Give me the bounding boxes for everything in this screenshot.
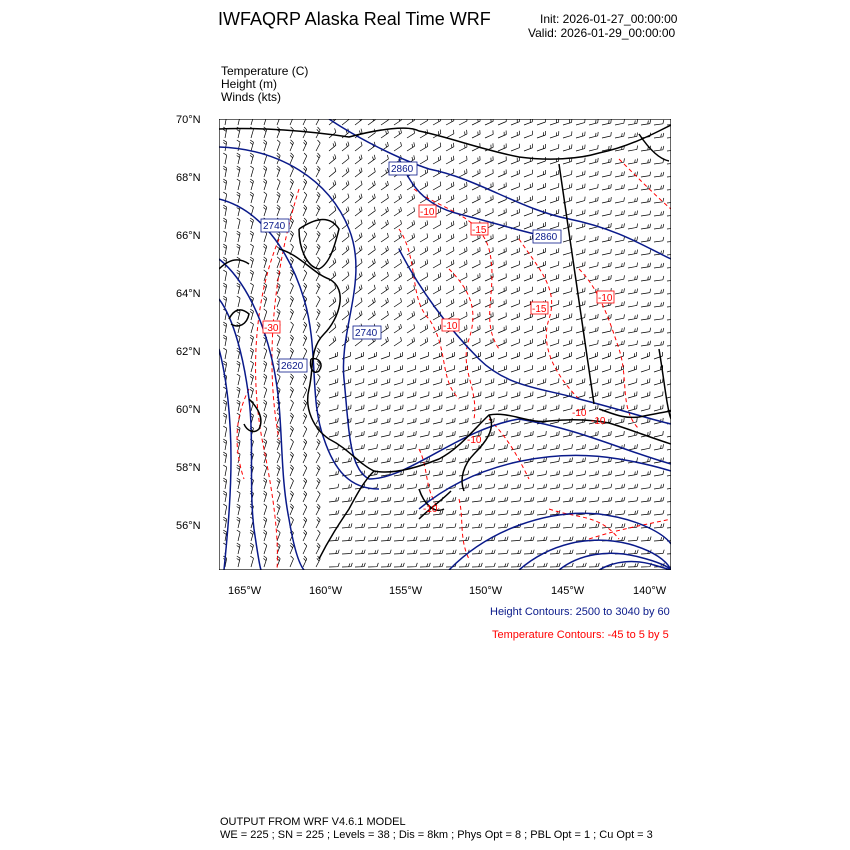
lat-tick-label: 68°N [176,172,201,184]
lon-tick-label: 145°W [551,585,585,597]
temperature-contour-label: -10 [598,293,613,304]
temperature-contour-label: -10 [591,416,606,427]
temperature-contour-label: -15 [532,304,547,315]
lon-tick-label: 140°W [633,585,667,597]
height-legend: Height Contours: 2500 to 3040 by 60 [490,606,670,618]
temperature-legend: Temperature Contours: -45 to 5 by 5 [492,629,669,641]
lon-tick-label: 150°W [469,585,503,597]
lon-tick-label: 160°W [309,585,343,597]
lat-tick-label: 60°N [176,404,201,416]
chart-title: IWFAQRP Alaska Real Time WRF [218,9,491,29]
temperature-contour-label: -10 [572,408,587,419]
map-panel [219,119,671,570]
field-label-temperature: Temperature (C) [221,64,309,78]
lat-tick-label: 64°N [176,288,201,300]
height-contour-label: 2860 [535,232,558,243]
temperature-contour-label: -10 [423,504,438,515]
valid-time: Valid: 2026-01-29_00:00:00 [528,26,676,40]
lon-tick-label: 155°W [389,585,423,597]
temperature-contour-label: -10 [467,435,482,446]
model-info-line2: WE = 225 ; SN = 225 ; Levels = 38 ; Dis = 8km ; Phys Opt = 8 ; PBL Opt = 1 ; Cu Opt = 3 [220,829,653,841]
init-time: Init: 2026-01-27_00:00:00 [540,12,678,26]
field-label-height: Height (m) [221,77,278,91]
model-info-line1: OUTPUT FROM WRF V4.6.1 MODEL [220,816,406,828]
temperature-contour-label: -10 [443,321,458,332]
lon-tick-label: 165°W [228,585,262,597]
lat-tick-label: 56°N [176,520,201,532]
temperature-contour-label: -30 [264,323,279,334]
height-contour-label: 2860 [391,164,414,175]
height-contour-label: 2740 [355,328,378,339]
height-contour-label: 2740 [263,221,286,232]
field-label-winds: Winds (kts) [221,90,281,104]
lat-tick-label: 70°N [176,114,201,126]
lat-tick-label: 62°N [176,346,201,358]
temperature-contour-label: -15 [472,225,487,236]
temperature-contour-label: -10 [420,207,435,218]
lat-tick-label: 66°N [176,230,201,242]
height-contour-label: 2620 [281,361,304,372]
lat-tick-label: 58°N [176,462,201,474]
